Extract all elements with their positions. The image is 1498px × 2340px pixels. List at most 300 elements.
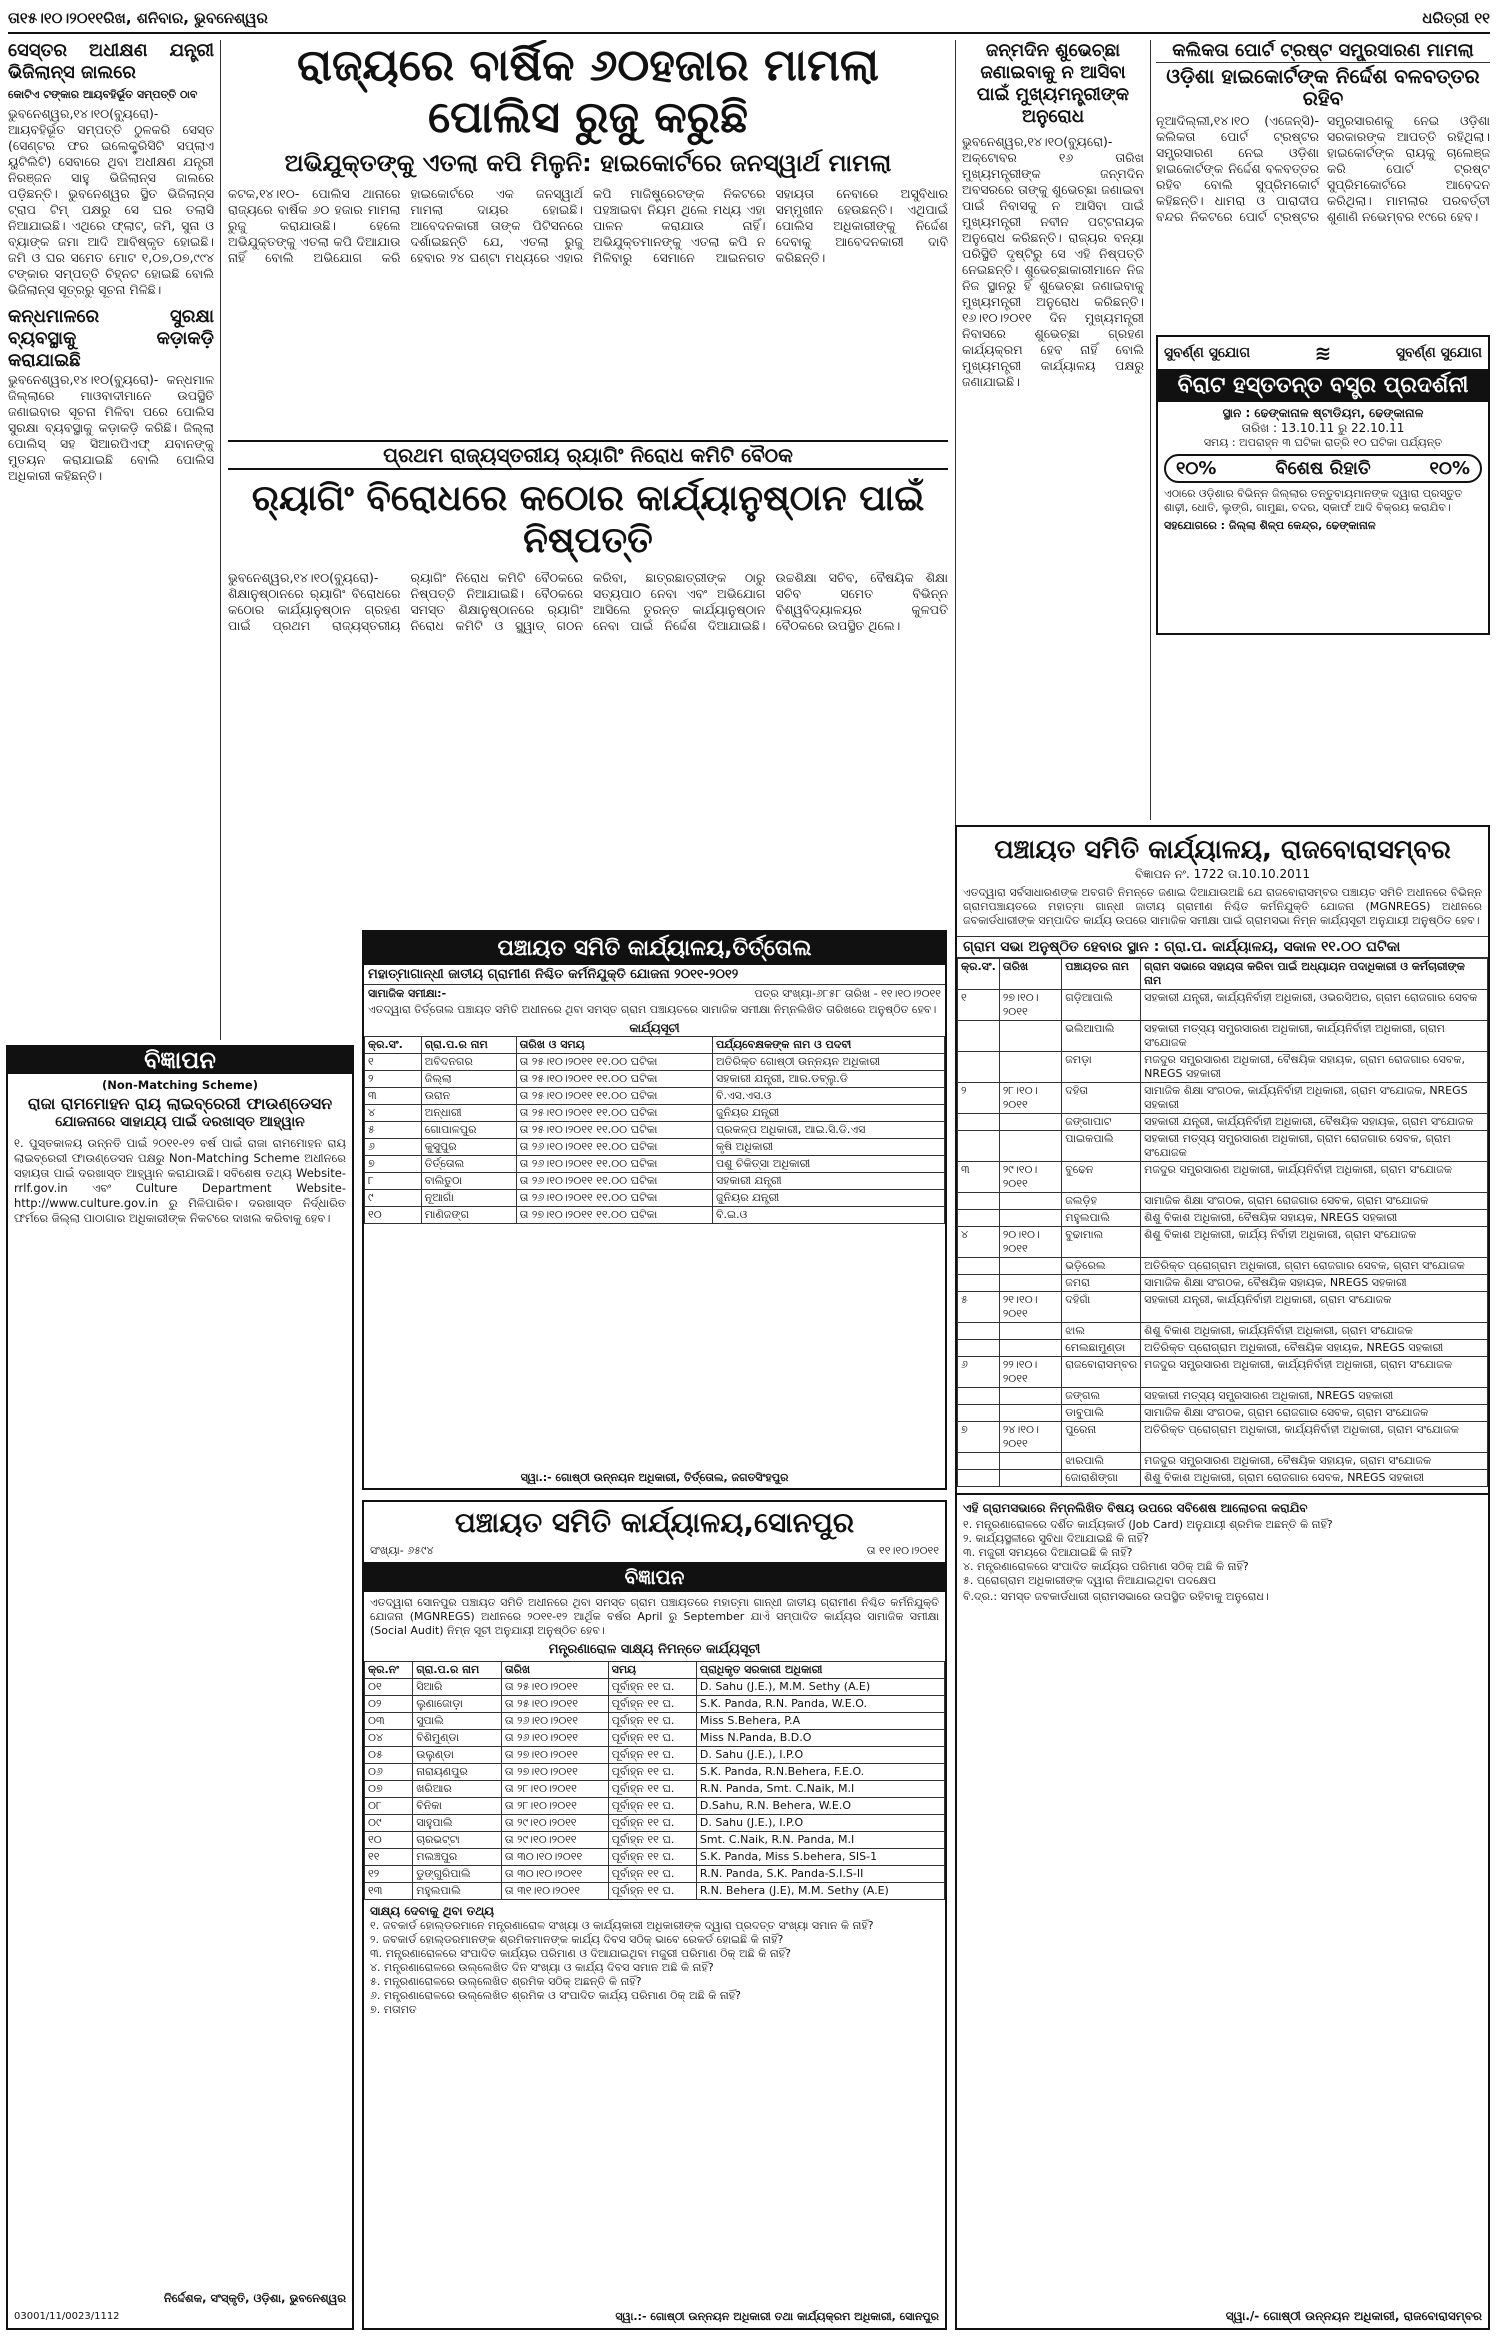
- tirtol-signature: ସ୍ୱା.:- ଗୋଷ୍ଠୀ ଉନ୍ନୟନ ଅଧିକାରୀ, ତିର୍ତ୍ତୋଲ, ଜଗତସିଂହପୁର: [520, 1471, 789, 1484]
- table-row: [365, 1071, 945, 1088]
- rajbora-office: ପଞ୍ଚାୟତ ସମିତି କାର୍ଯ୍ୟାଳୟ, ରାଜବୋରାସମ୍ବର: [994, 835, 1451, 865]
- ad-subtitle: ଯୋଜନାରେ ସାହାଯ୍ୟ ପାଇଁ ଦରଖାସ୍ତ ଆହ୍ୱାନ: [55, 1114, 305, 1130]
- table-cell: S.K. Panda, R.N.Behera, F.E.O.: [696, 1764, 944, 1781]
- sonepur-points: [364, 1919, 945, 2017]
- cm-body: ଭୁବନେଶ୍ୱର,୧୪।୧୦(ବ୍ୟୁରୋ)- ଅକ୍ଟୋବର ୧୬ ତାରିଖ ମୁଖ୍ୟମନ୍ତ୍ରୀଙ୍କ ଜନ୍ମଦିନ ଅବସରରେ ତାଙ୍କୁ ଶୁଭେଚ୍ଛା ଜଣାଇବା ପାଇଁ ନିବାସକୁ ନ ଆସିବା ପାଇଁ ମୁଖ୍ୟମନ୍ତ୍ରୀ ନବୀନ ପଟ୍ଟନାୟକ ଅନୁରୋଧ କରିଛନ୍ତି। ରାଜ୍ୟର ବନ୍ୟା ପରିସ୍ଥିତି ଦୃଷ୍ଟିରୁ ସେ ଏହି ନିଷ୍ପତ୍ତି ନେଇଛନ୍ତି। ଶୁଭେଚ୍ଛାକାରୀମାନେ ନିଜ ନିଜ ସ୍ଥାନରୁ ହିଁ ଶୁଭେଚ୍ଛା ଜଣାଇବାକୁ ମୁଖ୍ୟମନ୍ତ୍ରୀ ଅନୁରୋଧ କରିଛନ୍ତି। ୧୬।୧୦।୨୦୧୧ ଦିନ ମୁଖ୍ୟମନ୍ତ୍ରୀ ନିବାସରେ ଶୁଭେଚ୍ଛା ଗ୍ରହଣ କାର୍ଯ୍ୟକ୍ରମ ହେବ ନାହିଁ ବୋଲି ମୁଖ୍ୟମନ୍ତ୍ରୀ କାର୍ଯ୍ୟାଳୟ ପକ୍ଷରୁ ଜଣାଯାଇଛି।: [962, 134, 1144, 389]
- table-cell: ତା ୨୬।୧୦।୨୦୧୧ ୧୧.୦୦ ଘଟିକା: [516, 1190, 712, 1207]
- table-cell: ସହକାରୀ ମତ୍ସ୍ୟ ସମ୍ପ୍ରସାରଣ ଅଧିକାରୀ, NREGS ସହକାରୀ: [1141, 1388, 1488, 1405]
- tirtol-text: ଏତଦ୍ୱାରା ତିର୍ତ୍ତୋଲ ପଞ୍ଚାୟତ ସମିତି ଅଧୀନରେ ଥିବା ସମସ୍ତ ଗ୍ରାମ ପଞ୍ଚାୟତରେ ସାମାଜିକ ସମୀକ୍ଷା ନିମ୍ନଲିଖିତ ତାରିଖରେ ଅନୁଷ୍ଠିତ ହେବ।: [368, 1003, 937, 1016]
- table-row: [958, 1258, 1488, 1275]
- table-cell: ତା ୨୯।୧୦।୨୦୧୧: [501, 1832, 608, 1849]
- table-row: [365, 1139, 945, 1156]
- table-cell: ଅନ୍ଧାରୀ: [421, 1105, 516, 1122]
- table-cell: ପୂର୍ବାହ୍ନ ୧୧ ଘ.: [608, 1832, 696, 1849]
- table-cell: ଗୋପାଳପୁର: [421, 1122, 516, 1139]
- table-cell: ୦୮: [365, 1798, 413, 1815]
- rajborasambar-notice: [955, 825, 1490, 2330]
- table-cell: S.K. Panda, Miss S.behera, SIS-1: [696, 1849, 944, 1866]
- table-cell: R.N. Behera (J.E), M.M. Sethy (A.E): [696, 1883, 944, 1900]
- table-cell: ଜୁନିୟର ଯନ୍ତ୍ରୀ: [712, 1190, 944, 1207]
- cm-birthday-story: [962, 40, 1144, 820]
- table-cell: ୧୦: [365, 1832, 413, 1849]
- table-cell: [999, 1193, 1061, 1210]
- th-date: ତାରିଖ: [501, 1662, 608, 1679]
- subhead-vigilance: କୋଟିଏ ଟଙ୍କାର ଆୟବହିର୍ଭୂତ ସମ୍ପତ୍ତି ଠାବ: [8, 88, 198, 101]
- table-cell: ଅତିରିକ୍ତ ପ୍ରୋଗ୍ରାମ ଅଧିକାରୀ, ଗ୍ରାମ ରୋଜଗାର ସେବକ, ଗ୍ରାମ ସଂଯୋଜକ: [1141, 1258, 1488, 1275]
- table-cell: [958, 1470, 1000, 1487]
- table-cell: ଅତିରିକ୍ତ ପ୍ରୋଗ୍ରାମ ଅଧିକାରୀ, ବୈଷୟିକ ସହାୟକ, NREGS ସହକାରୀ: [1141, 1340, 1488, 1357]
- sonepur-signature: ସ୍ୱା.:- ଗୋଷ୍ଠୀ ଉନ୍ନୟନ ଅଧିକାରୀ ତଥା କାର୍ଯ୍ୟକ୍ରମ ଅଧିକାରୀ, ସୋନପୁର: [615, 2310, 939, 2323]
- table-row: [958, 1422, 1488, 1453]
- table-cell: ସାମାଜିକ ଶିକ୍ଷା ସଂଗଠକ, ଗ୍ରାମ ରୋଜଗାର ସେବକ, ଗ୍ରାମ ସଂଯୋଜକ: [1141, 1405, 1488, 1422]
- table-cell: ମଜଦୁର ସମ୍ପ୍ରସାରଣ ଅଧିକାରୀ, କାର୍ଯ୍ୟନିର୍ବାହୀ ଅଧିକାରୀ, ଗ୍ରାମ ସଂଯୋଜକ: [1141, 1162, 1488, 1193]
- table-cell: ୨୨।୧୦।୨୦୧୧: [999, 1357, 1061, 1388]
- table-row: [958, 1453, 1488, 1470]
- list-item: ୬. ମନ୍ତ୍ରଣାରୋଳରେ ଉଲ୍ଲେଖିତ ଶ୍ରମିକ ଓ ସଂପାଦିତ କାର୍ଯ୍ୟ ପରିମାଣ ଠିକ୍ ଅଛି କି ନାହିଁ?: [370, 1989, 741, 2002]
- story-vigilance: ଭୁବନେଶ୍ୱର,୧୪।୧୦(ବ୍ୟୁରୋ)- ଆୟବହିର୍ଭୂତ ସମ୍ପତ୍ତି ଠୁଳକରି ସେସ୍ତ (ସେଣ୍ଟର ଫର ଇଲେକ୍ଟ୍ରିସିଟି ସପ୍ଲାଏ ୟୁଟିଲିଟି) ସେବାରେ ଥିବା ଅଧୀକ୍ଷଣ ଯନ୍ତ୍ରୀ ନିରଞ୍ଜନ ସାହୁ ଭିଜିଲାନ୍ସ ଜାଲରେ ପଡ଼ିଛନ୍ତି। ଭୁବନେଶ୍ୱର ସ୍ଥିତ ଭିଜିଲାନ୍ସ ଟ୍ରାପ ଟିମ୍ ପକ୍ଷରୁ ସେ ଘର ତଲାସି ନିଆଯାଇଛି। ଏଥିରେ ଫ୍ଲାଟ୍, ଜମି, ସୁନା ଓ ବ୍ୟାଙ୍କ ଜମା ଆଦି ଆବିଷ୍କୃତ ହୋଇଛି। ଜମି ଓ ଘର ସମେତ ମୋଟ ୧,୦୭,୦୭,୯୯୪ ଟଙ୍କାର ସମ୍ପତ୍ତି ଚିହ୍ନଟ ହୋଇଛି ବୋଲି ଭିଜିଲାନ୍ସ ସୂତ୍ରରୁ ସୂଚନା ମିଳିଛି।: [8, 106, 214, 297]
- table-cell: ଅତିରିକ୍ତ ପ୍ରୋଗ୍ରାମ ଅଧିକାରୀ, କାର୍ଯ୍ୟନିର୍ବାହୀ ଅଧିକାରୀ, ଗ୍ରାମ ସଂଯୋଜକ: [1141, 1422, 1488, 1453]
- table-cell: ସହକାରୀ ଯନ୍ତ୍ରୀ, କାର୍ଯ୍ୟନିର୍ବାହୀ ଅଧିକାରୀ, ଗ୍ରାମ ସଂଯୋଜକ: [1141, 1292, 1488, 1323]
- table-row: [365, 1156, 945, 1173]
- table-cell: ଖରିଆର: [413, 1781, 502, 1798]
- table-cell: ବି.ଇ.ଓ: [712, 1207, 944, 1224]
- table-row: [365, 1679, 945, 1696]
- table-row: [958, 1470, 1488, 1487]
- table-cell: ସହକାରୀ ମତ୍ସ୍ୟ ସମ୍ପ୍ରସାରଣ ଅଧିକାରୀ, ଗ୍ରାମ ରୋଜଗାର ସେବକ, ଗ୍ରାମ ସଂଯୋଜକ: [1141, 1131, 1488, 1162]
- table-cell: ଝାଲ: [1062, 1323, 1141, 1340]
- table-cell: ୨: [958, 1083, 1000, 1114]
- table-cell: [958, 1131, 1000, 1162]
- port-body: ନୂଆଦିଲ୍ଲୀ,୧୪।୧୦ (ଏଜେନ୍ସି)- କଲିକତା ପୋର୍ଟ ଟ୍ରଷ୍ଟର ସମ୍ପ୍ରସାରଣ ନେଇ ଓଡ଼ିଶା ହାଇକୋର୍ଟଙ୍କ ନିର୍ଦ୍ଦେଶ ବଳବତ୍ତର ରହିବ ବୋଲି ସୁପ୍ରିମକୋର୍ଟ କହିଛନ୍ତି। ଧାମରା ଓ ପାରାଦୀପ ବନ୍ଦର ନିକଟରେ ପୋର୍ଟ ଟ୍ରଷ୍ଟର ସମ୍ପ୍ରସାରଣକୁ ନେଇ ଓଡ଼ିଶା ସରକାରଙ୍କ ଆପତ୍ତି ରହିଥିଲା। ହାଇକୋର୍ଟଙ୍କ ରାୟକୁ ଚାଲେଞ୍ଜ କରି ପୋର୍ଟ ଟ୍ରଷ୍ଟ ସୁପ୍ରିମକୋର୍ଟରେ ଆବେଦନ କରିଥିଲା। ମାମଲାର ପରବର୍ତ୍ତୀ ଶୁଣାଣି ନଭେମ୍ବର ୧୯ରେ ହେବ।: [1156, 113, 1490, 224]
- sonepur-table-title: ମନ୍ତ୍ରଣାରୋଳ ସାକ୍ଷ୍ୟ ନିମନ୍ତେ କାର୍ଯ୍ୟସୂଚୀ: [548, 1642, 761, 1657]
- list-item: ୪. ମନ୍ତ୍ରଣାରୋଳରେ ସଂପାଦିତ କାର୍ଯ୍ୟର ପରିମାଣ ସଠିକ୍ ଅଛି କି ନାହିଁ?: [963, 1560, 1249, 1573]
- table-cell: ସିଆରି: [413, 1679, 502, 1696]
- rajbora-points: [957, 1518, 1488, 1588]
- table-cell: ପଶୁ ଚିକିତ୍ସା ଅଧିକାରୀ: [712, 1156, 944, 1173]
- list-item: ୧. ଜବକାର୍ଡ ହୋଲ୍ଡରମାନେ ମନ୍ତ୍ରଣାରୋଳ ସଂଖ୍ୟା ଓ କାର୍ଯ୍ୟକାରୀ ଅଧିକାରୀଙ୍କ ଦ୍ୱାରା ପ୍ରଦତ୍ତ ସଂଖ୍ୟା ସମାନ କି ନାହିଁ?: [370, 1919, 874, 1932]
- table-row: [958, 1162, 1488, 1193]
- table-cell: S.K. Panda, R.N. Panda, W.E.O.: [696, 1696, 944, 1713]
- table-row: [958, 1323, 1488, 1340]
- table-cell: ସାହୁପାଲି: [413, 1815, 502, 1832]
- page-name: ଧରିତ୍ରୀ ୧୧: [1422, 9, 1490, 27]
- table-cell: ବିନିକା: [413, 1798, 502, 1815]
- tirtol-office: ପଞ୍ଚାୟତ ସମିତି କାର୍ଯ୍ୟାଳୟ,ତିର୍ତ୍ତୋଲ: [364, 932, 945, 965]
- table-cell: ପୂର୍ବାହ୍ନ ୧୧ ଘ.: [608, 1747, 696, 1764]
- sonepur-table: [364, 1661, 945, 1900]
- table-cell: [958, 1405, 1000, 1422]
- table-cell: ୦୭: [365, 1781, 413, 1798]
- table-cell: D. Sahu (J.E.), I.P.O: [696, 1815, 944, 1832]
- table-cell: [999, 1114, 1061, 1131]
- table-cell: ତା ୨୯।୧୦।୨୦୧୧: [501, 1815, 608, 1832]
- left-column: [8, 40, 214, 1060]
- column-divider: [1150, 40, 1151, 820]
- ragging-headline: ର୍‍ୟାଗିଂ ବିରୋଧରେ କଠୋର କାର୍ଯ୍ୟାନୁଷ୍ଠାନ ପାଇଁ ନିଷ୍ପତ୍ତି: [251, 478, 925, 561]
- table-cell: ତା ୩୦।୧୦।୨୦୧୧: [501, 1849, 608, 1866]
- table-cell: [999, 1323, 1061, 1340]
- list-item: ୨. ଜବକାର୍ଡ ହୋଲ୍ଡରମାନଙ୍କ ଶ୍ରମିକମାନଙ୍କ କାର୍ଯ୍ୟ ଦିବସ ସଠିକ୍ ଭାବେ ରେକର୍ଡ ହୋଇଛି କି ନାହିଁ?: [370, 1933, 784, 1946]
- th-officer: ପର୍ଯ୍ୟବେକ୍ଷକଙ୍କ ନାମ ଓ ପଦବୀ: [712, 1037, 944, 1054]
- lead-subhead: ଅଭିଯୁକ୍ତଙ୍କୁ ଏତଲା କପି ମିଳୁନି: ହାଇକୋର୍ଟରେ ଜନସ୍ୱାର୍ଥ ମାମଲା: [284, 149, 892, 177]
- table-row: [958, 1405, 1488, 1422]
- table-cell: ୨୪।୧୦।୨୦୧୧: [999, 1422, 1061, 1453]
- table-cell: [999, 1405, 1061, 1422]
- rajbora-points-title: ଏହି ଗ୍ରାମସଭାରେ ନିମ୍ନଲିଖିତ ବିଷୟ ଉପରେ ସବିଶେଷ ଆଲୋଚନା କରାଯିବ: [957, 1493, 1488, 1518]
- table-row: [365, 1747, 945, 1764]
- th-sl: କ୍ର.ସଂ.: [365, 1037, 422, 1054]
- lead-headline: ରାଜ୍ୟରେ ବାର୍ଷିକ ୬୦ହଜାର ମାମଲା ପୋଲିସ ରୁଜୁ କରୁଛି: [297, 40, 879, 143]
- table-cell: ୦୩: [365, 1713, 413, 1730]
- table-row: [958, 1227, 1488, 1258]
- rajbora-table: [957, 958, 1488, 1487]
- list-item: ୨. କାର୍ଯ୍ୟସ୍ଥଳୀରେ ସୁବିଧା ଦିଆଯାଇଛି କି ନାହିଁ?: [963, 1532, 1149, 1545]
- cm-headline: ଜନ୍ମଦିନ ଶୁଭେଚ୍ଛା ଜଣାଇବାକୁ ନ ଆସିବା ପାଇଁ ମୁଖ୍ୟମନ୍ତ୍ରୀଙ୍କ ଅନୁରୋଧ: [976, 40, 1130, 127]
- table-cell: ବି.ଏସ.ଏସ.ଓ: [712, 1088, 944, 1105]
- table-cell: ମହୁଲପାଲି: [413, 1883, 502, 1900]
- tirtol-table: [364, 1036, 945, 1224]
- table-row: [958, 1292, 1488, 1323]
- tirtol-sub: ସାମାଜିକ ସମୀକ୍ଷା:-: [368, 987, 447, 1000]
- table-cell: ୫: [365, 1122, 422, 1139]
- table-cell: [999, 1275, 1061, 1292]
- table-cell: ଭଡ଼ିରେଲ: [1062, 1258, 1141, 1275]
- ragging-banner: ପ୍ରଥମ ରାଜ୍ୟସ୍ତରୀୟ ର୍‍ୟାଗିଂ ନିରୋଧ କମିଟି ବୈଠକ: [228, 440, 948, 470]
- rajbora-ref: ବିଜ୍ଞାପନ ନଂ. 1722 ତା.10.10.2011: [1134, 867, 1311, 881]
- list-item: ୪. ମନ୍ତ୍ରଣାରୋଳରେ ଉଲ୍ଲେଖିତ ଦିନ ସଂଖ୍ୟା ଓ କାର୍ଯ୍ୟ ଦିବସ ସମାନ ଅଛି କି ନାହିଁ?: [370, 1961, 714, 1974]
- table-cell: ୦୬: [365, 1764, 413, 1781]
- expo-right-tag: ସୁବର୍ଣ୍ଣ ସୁଯୋଗ: [1395, 345, 1482, 361]
- table-cell: Miss N.Panda, B.D.O: [696, 1730, 944, 1747]
- table-cell: [958, 1193, 1000, 1210]
- table-cell: D.Sahu, R.N. Behera, W.E.O: [696, 1798, 944, 1815]
- table-cell: ୬: [958, 1357, 1000, 1388]
- table-row: [365, 1054, 945, 1071]
- discount-left: ୧୦%: [1176, 458, 1217, 479]
- table-cell: ତା ୨୮।୧୦।୨୦୧୧: [501, 1798, 608, 1815]
- table-cell: ଡାବୁପାଲି: [1062, 1405, 1141, 1422]
- table-cell: ଲୁଣାଜୋଡ଼ା: [413, 1696, 502, 1713]
- list-item: ୭. ମତାମତ: [370, 2003, 417, 2016]
- table-cell: R.N. Panda, S.K. Panda-S.I.S-II: [696, 1866, 944, 1883]
- sonepur-points-title: ସାକ୍ଷ୍ୟ ଦେବାକୁ ଥିବା ତଥ୍ୟ: [370, 1904, 495, 1918]
- sonepur-date: ତା ୧୧।୧୦।୨୦୧୧: [866, 1544, 939, 1557]
- table-cell: ମହୁଲପାଲି: [1062, 1210, 1141, 1227]
- table-cell: ୯: [365, 1190, 422, 1207]
- table-cell: ସହକାରୀ ଯନ୍ତ୍ରୀ, କାର୍ଯ୍ୟନିର୍ବାହୀ ଅଧିକାରୀ, ବୈଷୟିକ ସହାୟକ, ଗ୍ରାମ ସଂଯୋଜକ: [1141, 1114, 1488, 1131]
- table-cell: ଜିଲ୍ଲା: [421, 1071, 516, 1088]
- table-row: [365, 1815, 945, 1832]
- table-cell: [999, 1131, 1061, 1162]
- table-cell: ୪: [365, 1105, 422, 1122]
- library-foundation-ad: [6, 1045, 354, 2330]
- ragging-body: ଭୁବନେଶ୍ୱର,୧୪।୧୦(ବ୍ୟୁରୋ)- ଶିକ୍ଷାନୁଷ୍ଠାନରେ ର୍‍ୟାଗିଂ ବିରୋଧରେ କଠୋର କାର୍ଯ୍ୟାନୁଷ୍ଠାନ ଗ୍ରହଣ ପାଇଁ ପ୍ରଥମ ରାଜ୍ୟସ୍ତରୀୟ ର୍‍ୟାଗିଂ ନିରୋଧ କମିଟି ବୈଠକରେ ନିଷ୍ପତ୍ତି ନିଆଯାଇଛି। ବୈଠକରେ ସମସ୍ତ ଶିକ୍ଷାନୁଷ୍ଠାନରେ ର୍‍ୟାଗିଂ ନିରୋଧ କମିଟି ଓ ସ୍କ୍ୱାଡ୍ ଗଠନ କରିବା, ଛାତ୍ରଛାତ୍ରୀଙ୍କ ଠାରୁ ସତ୍ୟପାଠ ନେବା ଏବଂ ଅଭିଯୋଗ ଆସିଲେ ତୁରନ୍ତ କାର୍ଯ୍ୟାନୁଷ୍ଠାନ ନେବା ପାଇଁ ନିର୍ଦ୍ଦେଶ ଦିଆଯାଇଛି। ଉଚ୍ଚଶିକ୍ଷା ସଚିବ, ବୈଷୟିକ ଶିକ୍ଷା ସଚିବ ସମେତ ବିଭିନ୍ନ ବିଶ୍ୱବିଦ୍ୟାଳୟର କୁଳପତି ବୈଠକରେ ଉପସ୍ଥିତ ଥିଲେ।: [228, 570, 948, 633]
- table-cell: ସହକାରୀ ଯନ୍ତ୍ରୀ, ଆର.ଡବ୍ଲୁ.ଡି: [712, 1071, 944, 1088]
- sonepur-ref: ସଂଖ୍ୟା- ୬୫୯୪: [370, 1544, 434, 1557]
- table-cell: ୦୨: [365, 1696, 413, 1713]
- table-cell: ତା ୨୫।୧୦।୨୦୧୧ ୧୧.୦୦ ଘଟିକା: [516, 1105, 712, 1122]
- table-cell: ସାମାଜିକ ଶିକ୍ଷା ସଂଗଠକ, ବୈଷୟିକ ସହାୟକ, NREGS ସହକାରୀ: [1141, 1275, 1488, 1292]
- expo-venue: ସ୍ଥାନ : ଢେଙ୍କାନାଳ ଷ୍ଟାଡିୟମ, ଢେଙ୍କାନାଳ: [1222, 406, 1424, 420]
- table-cell: ଶିଶୁ ବିକାଶ ଅଧିକାରୀ, ବୈଷୟିକ ସହାୟକ, NREGS ସହକାରୀ: [1141, 1210, 1488, 1227]
- list-item: ୫. ପ୍ରୋଗ୍ରାମ ଅଧିକାରୀଙ୍କ ଦ୍ୱାରା ନିଆଯାଇଥିବା ପଦକ୍ଷେପ: [963, 1574, 1217, 1587]
- table-cell: ମଜଦୁର ସମ୍ପ୍ରସାରଣ ଅଧିକାରୀ, ବୈଷୟିକ ସହାୟକ, ଗ୍ରାମ ସଂଯୋଜକ: [1141, 1453, 1488, 1470]
- table-cell: [999, 1258, 1061, 1275]
- table-row: [958, 1275, 1488, 1292]
- table-cell: ଚାରଭଟ୍ଟା: [413, 1832, 502, 1849]
- column-divider: [220, 40, 221, 1040]
- table-cell: ସହକାରୀ ମତ୍ସ୍ୟ ସମ୍ପ୍ରସାରଣ ଅଧିକାରୀ, କାର୍ଯ୍ୟନିର୍ବାହୀ ଅଧିକାରୀ, ଗ୍ରାମ ସଂଯୋଜକ: [1141, 1021, 1488, 1052]
- expo-left-tag: ସୁବର୍ଣ୍ଣ ସୁଯୋଗ: [1164, 345, 1251, 361]
- ad-title: ବିଜ୍ଞାପନ: [8, 1047, 352, 1074]
- table-row: [365, 1866, 945, 1883]
- table-cell: ତା ୨୫।୧୦।୨୦୧୧: [501, 1696, 608, 1713]
- date-line: ତା୧୫।୧୦।୨୦୧୧ରିଖ, ଶନିବାର, ଭୁବନେଶ୍ୱର: [8, 9, 268, 27]
- rajbora-venue: ଗ୍ରାମ ସଭା ଅନୁଷ୍ଠିତ ହେବାର ସ୍ଥାନ : ଗ୍ରା.ପ. କାର୍ଯ୍ୟାଳୟ, ସକାଳ ୧୧.୦୦ ଘଟିକା: [957, 936, 1488, 958]
- table-cell: [999, 1340, 1061, 1357]
- table-cell: ଶିଶୁ ବିକାଶ ଅଧିକାରୀ, କାର୍ଯ୍ୟ ନିର୍ବାହୀ ଅଧିକାରୀ, ଗ୍ରାମ ସଂଯୋଜକ: [1141, 1227, 1488, 1258]
- table-cell: ଅବିଦନଗର: [421, 1054, 516, 1071]
- table-row: [958, 1210, 1488, 1227]
- table-cell: [958, 1052, 1000, 1083]
- table-cell: [958, 1388, 1000, 1405]
- port-headline: କଲିକତା ପୋର୍ଟ ଟ୍ରଷ୍ଟ ସମ୍ପ୍ରସାରଣ ମାମଲା: [1156, 40, 1490, 63]
- table-cell: ୧: [365, 1054, 422, 1071]
- table-cell: [999, 1388, 1061, 1405]
- table-cell: ୭: [365, 1156, 422, 1173]
- table-row: [958, 1083, 1488, 1114]
- table-cell: ୨୭।୧୦।୨୦୧୧: [999, 990, 1061, 1021]
- table-cell: [958, 1340, 1000, 1357]
- table-row: [958, 1114, 1488, 1131]
- table-cell: ଡୁଙ୍ଗୁରିପାଲି: [413, 1866, 502, 1883]
- table-cell: [958, 1258, 1000, 1275]
- table-cell: ଭଲିଆପାଲି: [1062, 1021, 1141, 1052]
- table-cell: ନୂଆଗାଁ: [421, 1190, 516, 1207]
- table-row: [365, 1207, 945, 1224]
- table-cell: ସୁପାଲି: [413, 1713, 502, 1730]
- table-row: [365, 1798, 945, 1815]
- table-cell: ୦୫: [365, 1747, 413, 1764]
- story-kandhamal: ଭୁବନେଶ୍ୱର,୧୪।୧୦(ବ୍ୟୁରୋ)- କନ୍ଧମାଳ ଜିଲ୍ଲାରେ ମାଓବାଦୀମାନେ ଉପସ୍ଥିତି ଜଣାଇବାର ସୂଚନା ମିଳିବା ପରେ ପୋଲିସ ସୁରକ୍ଷା ବ୍ୟବସ୍ଥାକୁ କଡ଼ାକଡ଼ି କରିଛି। ଜିଲ୍ଲା ପୋଲିସ୍ ସହ ସିଆରପିଏଫ୍ ଯବାନଙ୍କୁ ମୁତୟନ କରାଯାଇଛି ବୋଲି ପୋଲିସ ଅଧିକାରୀ କହିଛନ୍ତି।: [8, 372, 214, 483]
- table-cell: [958, 1275, 1000, 1292]
- list-item: ୩. ମଜୁରୀ ସମୟରେ ଦିଆଯାଇଛି କି ନାହିଁ?: [963, 1546, 1133, 1559]
- tirtol-notice: [362, 930, 947, 1490]
- table-cell: D. Sahu (J.E.), M.M. Sethy (A.E): [696, 1679, 944, 1696]
- th-date: ତାରିଖ ଓ ସମୟ: [516, 1037, 712, 1054]
- table-cell: ପୂର୍ବାହ୍ନ ୧୧ ଘ.: [608, 1798, 696, 1815]
- page-header: [8, 4, 1490, 34]
- table-row: [958, 990, 1488, 1021]
- th-time: ସମୟ: [608, 1662, 696, 1679]
- table-cell: ମଜଦୁର ସମ୍ପ୍ରସାରଣ ଅଧିକାରୀ, ବୈଷୟିକ ସହାୟକ, ଗ୍ରାମ ରୋଜଗାର ସେବକ, NREGS ସହକାରୀ: [1141, 1052, 1488, 1083]
- expo-title: ବିରାଟ ହସ୍ତତନ୍ତ ବସ୍ତ୍ର ପ୍ରଦର୍ଶନୀ: [1158, 369, 1488, 402]
- table-cell: ଶିଶୁ ବିକାଶ ଅଧିକାରୀ, କାର୍ଯ୍ୟନିର୍ବାହୀ ଅଧିକାରୀ, ଗ୍ରାମ ସଂଯୋଜକ: [1141, 1323, 1488, 1340]
- table-cell: କୃଷି ଅଧିକାରୀ: [712, 1139, 944, 1156]
- table-cell: ଦହିତା: [1062, 1083, 1141, 1114]
- table-row: [365, 1173, 945, 1190]
- table-cell: ତିର୍ତ୍ତୋଲ: [421, 1156, 516, 1173]
- table-cell: ପୁରେନା: [1062, 1422, 1141, 1453]
- th-officer: ପ୍ରାଧିକୃତ ସରକାରୀ ଅଧିକାରୀ: [696, 1662, 944, 1679]
- table-row: [958, 1193, 1488, 1210]
- th-officers: ଗ୍ରାମ ସଭାରେ ସହାୟତା କରିବା ପାଇଁ ଅଧ୍ୟାୟନ ପଦାଧିକାରୀ ଓ କର୍ମଚାରୀଙ୍କ ନାମ: [1141, 959, 1488, 990]
- table-cell: ରାଜବୋରାସମ୍ବର: [1062, 1357, 1141, 1388]
- th-gp: ଗ୍ରା.ପ.ର ନାମ: [421, 1037, 516, 1054]
- table-cell: ବିଶିମୁଣ୍ଡା: [413, 1730, 502, 1747]
- expo-body: ଏଠାରେ ଓଡ଼ିଶାର ବିଭିନ୍ନ ଜିଲ୍ଲାର ତନ୍ତୁବାୟମାନଙ୍କ ଦ୍ୱାରା ପ୍ରସ୍ତୁତ ଶାଢ଼ୀ, ଧୋତି, ଲୁଙ୍ଗି, ଗାମୁଛା, ଚଦର, ସ୍କାର୍ଫ ଆଦି ବିକ୍ରୟ କରାଯିବ।: [1164, 487, 1463, 514]
- lead-body: କଟକ,୧୪।୧୦- ପୋଲିସ ଥାନାରେ ରାଜ୍ୟରେ ବାର୍ଷିକ ୬୦ ହଜାର ମାମଲା ରୁଜୁ କରାଯାଉଛି। ହେଲେ ଅଭିଯୁକ୍ତଙ୍କୁ ଏତଲା କପି ଦିଆଯାଉ ନାହିଁ ବୋଲି ଅଭିଯୋଗ କରି ହାଇକୋର୍ଟରେ ଏକ ଜନସ୍ୱାର୍ଥ ମାମଲା ଦାୟର ହୋଇଛି। ଆବେଦନକାରୀ ତାଙ୍କ ପିଟିସନରେ ଦର୍ଶାଇଛନ୍ତି ଯେ, ଏତଲା ରୁଜୁ ହେବାର ୨୪ ଘଣ୍ଟା ମଧ୍ୟରେ ଏହାର କପି ମାଜିଷ୍ଟ୍ରେଟଙ୍କ ନିକଟରେ ପହଞ୍ଚାଇବା ନିୟମ ଥିଲେ ମଧ୍ୟ ଏହା ପାଳନ କରାଯାଉ ନାହିଁ। ଅଭିଯୁକ୍ତମାନଙ୍କୁ ଏତଲା କପି ନ ମିଳିବାରୁ ସେମାନେ ଆଇନଗତ ସହାୟତା ନେବାରେ ଅସୁବିଧାର ସମ୍ମୁଖୀନ ହେଉଛନ୍ତି। ଏଥିପାଇଁ ପୋଲିସ ଅଧିକାରୀଙ୍କୁ ନିର୍ଦ୍ଦେଶ ଦେବାକୁ ଆବେଦନକାରୀ ଦାବି କରିଛନ୍ତି।: [228, 186, 948, 265]
- th-date: ତାରିଖ: [999, 959, 1061, 990]
- table-cell: ଉରାନ: [421, 1088, 516, 1105]
- table-cell: ଜମରା: [1062, 1275, 1141, 1292]
- table-cell: ପୂର୍ବାହ୍ନ ୧୧ ଘ.: [608, 1764, 696, 1781]
- rajbora-note: ବି.ଦ୍ର.: ସମସ୍ତ ଜବକାର୍ଡଧାରୀ ଗ୍ରାମସଭାରେ ଉପସ୍ଥିତ ରହିବାକୁ ଅନୁରୋଧ।: [963, 1590, 1269, 1603]
- table-cell: ଶିଶୁ ବିକାଶ ଅଧିକାରୀ, ଗ୍ରାମ ରୋଜଗାର ସେବକ, NREGS ସହକାରୀ: [1141, 1470, 1488, 1487]
- table-cell: ତା ୨୭।୧୦।୨୦୧୧: [501, 1764, 608, 1781]
- table-cell: [958, 1114, 1000, 1131]
- table-cell: ୨୮।୧୦।୨୦୧୧: [999, 1083, 1061, 1114]
- table-cell: ଜଲଡ଼ିହ: [1062, 1193, 1141, 1210]
- ad-scheme: (Non-Matching Scheme): [102, 1078, 258, 1092]
- table-cell: ତା ୨୮।୧୦।୨୦୧୧: [501, 1781, 608, 1798]
- table-cell: ୫: [958, 1292, 1000, 1323]
- table-row: [365, 1696, 945, 1713]
- table-cell: ଜୁନିୟର ଯନ୍ତ୍ରୀ: [712, 1105, 944, 1122]
- table-cell: ୨: [365, 1071, 422, 1088]
- ad-body: ୧. ପୁସ୍ତକାଳୟ ଉନ୍ନତି ପାଇଁ ୨୦୧୧-୧୨ ବର୍ଷ ପାଇଁ ରାଜା ରାମମୋହନ ରାୟ ଲାଇବ୍ରେରୀ ଫାଉଣ୍ଡେସନ ପକ୍ଷରୁ Non-Matching Scheme ଅଧୀନରେ ସହାୟତା ପାଇଁ ଦରଖାସ୍ତ ଆହ୍ୱାନ କରାଯାଉଛି। ସବିଶେଷ ତଥ୍ୟ Website-rrlf.gov.in ଏବଂ Culture Department Website-http://www.culture.gov.in ରୁ ମିଳିପାରିବ। ଦରଖାସ୍ତ ନିର୍ଦ୍ଧାରିତ ଫର୍ମରେ ଜିଲ୍ଲା ପାଠାଗାର ଅଧିକାରୀଙ୍କ ନିକଟରେ ଦାଖଲ କରିବାକୁ ହେବ।: [14, 1136, 346, 1225]
- table-cell: ତା ୨୬।୧୦।୨୦୧୧ ୧୧.୦୦ ଘଟିକା: [516, 1139, 712, 1156]
- table-cell: Smt. C.Naik, R.N. Panda, M.I: [696, 1832, 944, 1849]
- table-cell: ପୂର୍ବାହ୍ନ ୧୧ ଘ.: [608, 1713, 696, 1730]
- table-cell: ସହକାରୀ ଯନ୍ତ୍ରୀ: [712, 1173, 944, 1190]
- table-cell: [999, 1052, 1061, 1083]
- table-cell: ନାରାୟଣପୁର: [413, 1764, 502, 1781]
- table-cell: ପୂର୍ବାହ୍ନ ୧୧ ଘ.: [608, 1696, 696, 1713]
- table-cell: Miss S.Behera, P.A: [696, 1713, 944, 1730]
- port-trust-story: [1156, 40, 1490, 330]
- table-cell: ପୂର୍ବାହ୍ନ ୧୧ ଘ.: [608, 1815, 696, 1832]
- table-cell: ଜମଡ଼ା: [1062, 1052, 1141, 1083]
- expo-time: ସମୟ : ଅପରାହ୍ନ ୩ ଘଟିକା ରାତ୍ରି ୧୦ ଘଟିକା ପର୍ଯ୍ୟନ୍ତ: [1203, 436, 1443, 449]
- ad-code: 03001/11/0023/1112: [14, 2311, 120, 2322]
- table-cell: D. Sahu (J.E.), I.P.O: [696, 1747, 944, 1764]
- table-cell: ୨୧।୧୦।୨୦୧୧: [999, 1292, 1061, 1323]
- table-cell: [999, 1470, 1061, 1487]
- ad-org: ରାଜା ରାମମୋହନ ରାୟ ଲାଇବ୍ରେରୀ ଫାଉଣ୍ଡେସନ: [27, 1094, 333, 1113]
- table-cell: ତା ୨୬।୧୦।୨୦୧୧: [501, 1730, 608, 1747]
- table-cell: ୭: [958, 1422, 1000, 1453]
- table-cell: ସାମାଜିକ ଶିକ୍ଷା ସଂଗଠକ, ଗ୍ରାମ ରୋଜଗାର ସେବକ, ଗ୍ରାମ ସଂଯୋଜକ: [1141, 1193, 1488, 1210]
- table-cell: ତା ୨୫।୧୦।୨୦୧୧: [501, 1679, 608, 1696]
- table-row: [365, 1122, 945, 1139]
- table-cell: ମାଣିଜଙ୍ଗ: [421, 1207, 516, 1224]
- table-cell: ତା ୨୫।୧୦।୨୦୧୧ ୧୧.୦୦ ଘଟିକା: [516, 1054, 712, 1071]
- list-item: ୩. ମନ୍ତ୍ରଣାରୋଳରେ ସଂପାଦିତ କାର୍ଯ୍ୟର ପରିମାଣ ଓ ଦିଆଯାଇଥିବା ମଜୁରୀ ପରିମାଣ ଠିକ୍ ଅଛି କି ନାହିଁ?: [370, 1947, 791, 1960]
- tirtol-letter: ପତ୍ର ସଂଖ୍ୟା-୬୮୫୮ ତାରିଖ - ୧୧।୧୦।୨୦୧୧: [754, 987, 941, 1000]
- table-cell: ପୂର୍ବାହ୍ନ ୧୧ ଘ.: [608, 1679, 696, 1696]
- table-cell: ଜଙ୍ଗାପାଟ: [1062, 1114, 1141, 1131]
- rajbora-signature: ସ୍ୱା./- ଗୋଷ୍ଠୀ ଉନ୍ନୟନ ଅଧିକାରୀ, ରାଜବୋରାସମ୍ବର: [1225, 2309, 1482, 2323]
- list-item: ୫. ମନ୍ତ୍ରଣାରୋଳରେ ଉଲ୍ଲେଖିତ ଶ୍ରମିକ ସଠିକ୍ ଅଛନ୍ତି କି ନାହିଁ?: [370, 1975, 642, 1988]
- headline-vigilance: ସେସ୍ତର ଅଧୀକ୍ଷଣ ଯନ୍ତ୍ରୀ ଭିଜିଲାନ୍ସ ଜାଲରେ: [8, 40, 214, 83]
- table-row: [365, 1883, 945, 1900]
- tirtol-scheme: ମହାତ୍ମାଗାନ୍ଧୀ ଜାତୀୟ ଗ୍ରାମୀଣ ନିଶ୍ଚିତ କର୍ମନିଯୁକ୍ତି ଯୋଜନା ୨୦୧୧-୨୦୧୨: [364, 965, 945, 985]
- table-cell: ତା ୩୧।୧୦।୨୦୧୧: [501, 1883, 608, 1900]
- table-row: [365, 1088, 945, 1105]
- th-gp: ପଞ୍ଚାୟତର ନାମ: [1062, 959, 1141, 990]
- table-cell: ମେଲଛାମୁଣ୍ଡା: [1062, 1340, 1141, 1357]
- table-row: [365, 1849, 945, 1866]
- ad-footer: ନିର୍ଦ୍ଦେଶକ, ସଂସ୍କୃତି, ଓଡ଼ିଶା, ଭୁବନେଶ୍ୱର: [163, 2291, 346, 2305]
- table-cell: ୦୪: [365, 1730, 413, 1747]
- table-cell: ଗଡ଼ିଆପାଲି: [1062, 990, 1141, 1021]
- table-cell: [958, 1453, 1000, 1470]
- table-cell: ୧୨: [365, 1866, 413, 1883]
- table-row: [958, 1388, 1488, 1405]
- list-item: ୧. ମନ୍ତ୍ରଣାରୋଳରେ ଦର୍ଶିତ କାର୍ଯ୍ୟକାର୍ଡ (Job Card) ଅନୁଯାୟୀ ଶ୍ରମିକ ଅଛନ୍ତି କି ନାହିଁ?: [963, 1518, 1333, 1531]
- table-cell: [958, 1210, 1000, 1227]
- sonepur-notice: [362, 1500, 947, 2330]
- expo-offer: ବିଶେଷ ରିହାତି: [1275, 458, 1371, 479]
- table-row: [365, 1190, 945, 1207]
- table-cell: ୦୯: [365, 1815, 413, 1832]
- table-cell: ପୂର୍ବାହ୍ନ ୧୧ ଘ.: [608, 1781, 696, 1798]
- table-cell: ତା ୨୫।୧୦।୨୦୧୧ ୧୧.୦୦ ଘଟିକା: [516, 1122, 712, 1139]
- table-row: [958, 1357, 1488, 1388]
- discount-right: ୧୦%: [1429, 458, 1470, 479]
- table-cell: ୦୧: [365, 1679, 413, 1696]
- table-cell: ତା ୨୬।୧୦।୨୦୧୧: [501, 1713, 608, 1730]
- table-cell: ୧୦: [365, 1207, 422, 1224]
- port-subhead: ଓଡ଼ିଶା ହାଇକୋର୍ଟଙ୍କ ନିର୍ଦ୍ଦେଶ ବଳବତ୍ତର ରହିବ: [1166, 64, 1480, 110]
- table-cell: ୪: [958, 1227, 1000, 1258]
- table-row: [365, 1832, 945, 1849]
- table-cell: ସହକାରୀ ଯନ୍ତ୍ରୀ, କାର୍ଯ୍ୟନିର୍ବାହୀ ଅଧିକାରୀ, ଓଭରସିଅର, ଗ୍ରାମ ରୋଜଗାର ସେବକ: [1141, 990, 1488, 1021]
- table-row: [958, 1131, 1488, 1162]
- handloom-expo-ad: [1156, 335, 1490, 635]
- table-row: [365, 1105, 945, 1122]
- table-cell: ବୁଢେନ: [1062, 1162, 1141, 1193]
- th-sl: କ୍ର.ନଂ: [365, 1662, 413, 1679]
- table-cell: କୁସୁପୁର: [421, 1139, 516, 1156]
- th-gp: ଗ୍ରା.ପ.ର ନାମ: [413, 1662, 502, 1679]
- tirtol-table-title: କାର୍ଯ୍ୟସୂଚୀ: [629, 1021, 680, 1035]
- table-cell: ତା ୨୭।୧୦।୨୦୧୧ ୧୧.୦୦ ଘଟିକା: [516, 1207, 712, 1224]
- rajbora-text: ଏତଦ୍ୱାରା ସର୍ବସାଧାରଣଙ୍କ ଅବଗତି ନିମନ୍ତେ ଜଣାଇ ଦିଆଯାଉଅଛି ଯେ ରାଜବୋରାସମ୍ବର ପଞ୍ଚାୟତ ସମିତି ଅଧୀନରେ ବିଭିନ୍ନ ଗ୍ରାମପଞ୍ଚାୟତରେ ମହାତ୍ମା ଗାନ୍ଧୀ ଜାତୀୟ ଗ୍ରାମୀଣ ନିଶ୍ଚିତ କର୍ମନିଯୁକ୍ତି ଯୋଜନା (MGNREGS) ଅଧୀନରେ ଜବକାର୍ଡଧାରୀଙ୍କ ସମ୍ପାଦିତ କାର୍ଯ୍ୟ ଉପରେ ସାମାଜିକ ସମୀକ୍ଷା ପାଇଁ ଗ୍ରାମସଭା ନିମ୍ନ କାର୍ଯ୍ୟସୂଚୀ ଅନୁଯାୟୀ ଅନୁଷ୍ଠିତ ହେବ।: [963, 886, 1482, 927]
- table-cell: ମଜଦୁର ସମ୍ପ୍ରସାରଣ ଅଧିକାରୀ, କାର୍ଯ୍ୟନିର୍ବାହୀ ଅଧିକାରୀ, ଗ୍ରାମ ସଂଯୋଜକ: [1141, 1357, 1488, 1388]
- table-row: [365, 1781, 945, 1798]
- table-cell: ପୂର୍ବାହ୍ନ ୧୧ ଘ.: [608, 1849, 696, 1866]
- sonepur-text: ଏତଦ୍ୱାରା ସୋନପୁର ପଞ୍ଚାୟତ ସମିତି ଅଧୀନରେ ଥିବା ସମସ୍ତ ଗ୍ରାମ ପଞ୍ଚାୟତରେ ମହାତ୍ମା ଗାନ୍ଧୀ ଜାତୀୟ ଗ୍ରାମୀଣ ନିଶ୍ଚିତ କର୍ମନିଯୁକ୍ତି ଯୋଜନା (MGNREGS) ଅଧୀନରେ ୨୦୧୧-୧୨ ଆର୍ଥିକ ବର୍ଷର April ରୁ September ଯାଏଁ ସମ୍ପାଦିତ କାର୍ଯ୍ୟର ସାମାଜିକ ସମୀକ୍ଷା (Social Audit) ନିମ୍ନ ସୂଚୀ ଅନୁଯାୟୀ ଅନୁଷ୍ଠିତ ହେବ।: [370, 1596, 939, 1637]
- table-cell: ଜୋରାଶିଙ୍ଗା: [1062, 1470, 1141, 1487]
- table-cell: ପୂର୍ବାହ୍ନ ୧୧ ଘ.: [608, 1883, 696, 1900]
- table-cell: ତା ୩୦।୧୦।୨୦୧୧: [501, 1866, 608, 1883]
- table-cell: R.N. Panda, Smt. C.Naik, M.I: [696, 1781, 944, 1798]
- table-cell: ପୂର୍ବାହ୍ନ ୧୧ ଘ.: [608, 1730, 696, 1747]
- table-row: [958, 1052, 1488, 1083]
- table-cell: ସାମାଜିକ ଶିକ୍ଷା ସଂଗଠକ, କାର୍ଯ୍ୟନିର୍ବାହୀ ଅଧିକାରୀ, ଗ୍ରାମ ସଂଯୋଜକ, NREGS ସହକାରୀ: [1141, 1083, 1488, 1114]
- table-cell: ପାଇକପାଲି: [1062, 1131, 1141, 1162]
- expo-footer: ସହଯୋଗରେ : ଜିଲ୍ଲା ଶିଳ୍ପ କେନ୍ଦ୍ର, ଢେଙ୍କାନାଳ: [1164, 519, 1376, 532]
- table-cell: ତା ୨୬।୧୦।୨୦୧୧ ୧୧.୦୦ ଘଟିକା: [516, 1156, 712, 1173]
- table-cell: ୨୯।୧୦।୨୦୧୧: [999, 1162, 1061, 1193]
- table-cell: ବାଲିତୁଠା: [421, 1173, 516, 1190]
- table-cell: ୮: [365, 1173, 422, 1190]
- table-cell: [999, 1021, 1061, 1052]
- table-cell: ଦହିଗାଁ: [1062, 1292, 1141, 1323]
- table-cell: ୩: [365, 1088, 422, 1105]
